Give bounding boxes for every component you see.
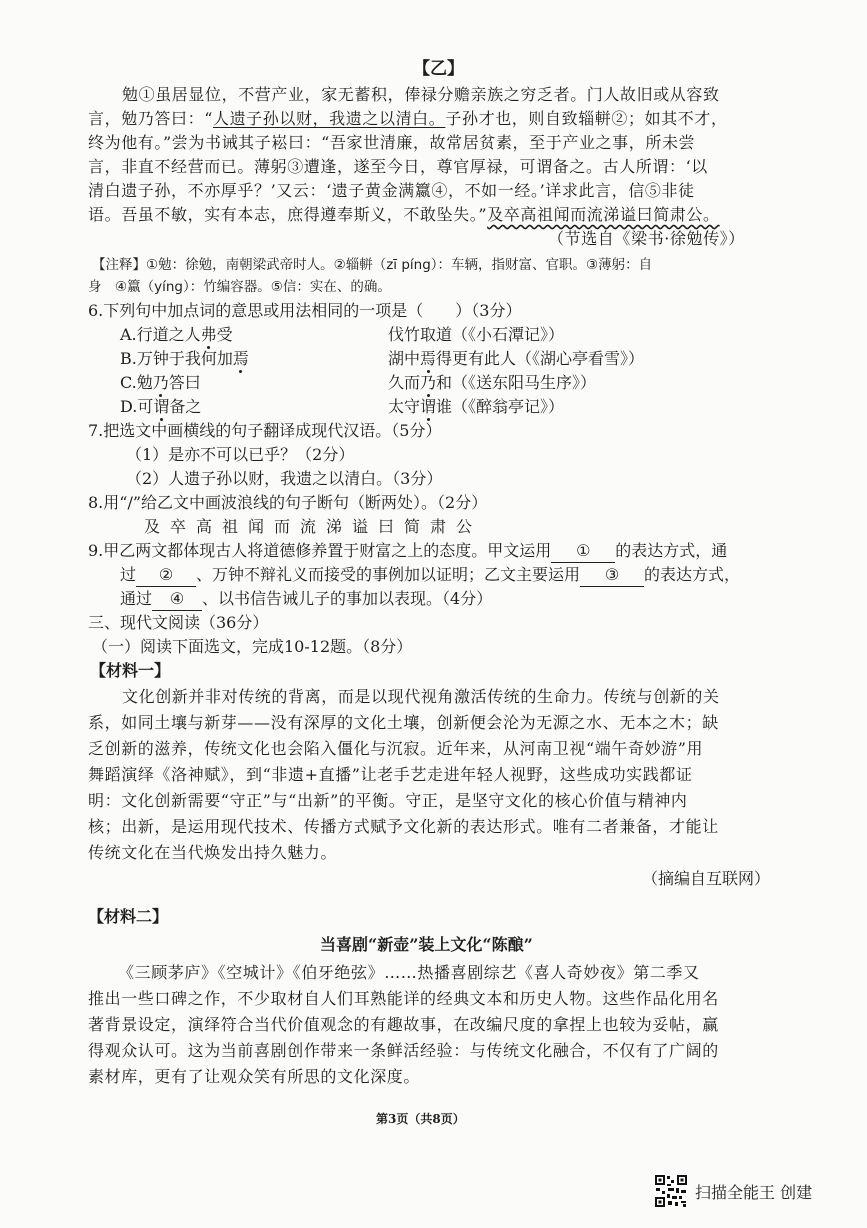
passage-line: 语。吾虽不敏，实有本志，庶得遵奉斯义，不敢坠失。”及卒高祖闻而流涕谥曰简肃公。 — [88, 205, 720, 224]
passage-line: 言，勉乃答曰：“人遗子孙以财，我遗之以清白。子孙才也，则自致辎軿②；如其不才， — [88, 109, 728, 128]
notes-line: 【注释】①勉：徐勉，南朝梁武帝时人。②辎軿（zī píng）：车辆，指财富、官职。③薄躬：自 — [92, 257, 653, 273]
material-1-line: 舞蹈演绎《洛神赋》，到“非遗+直播”让老手艺走进年轻人视野，这些成功实践都证 — [88, 765, 693, 784]
notes-line: 身 ④籝（yíng）：竹编容器。⑤信：实在、的确。 — [88, 279, 391, 295]
q6-option-c: C.勉乃答曰 — [120, 373, 201, 392]
answer-blank-2[interactable]: ② — [136, 564, 196, 587]
passage-heading: 【乙】 — [413, 59, 464, 79]
material-1-line: 系，如同土壤与新芽——没有深厚的文化土壤，创新便会沦为无源之水、无本之木；缺 — [88, 713, 719, 732]
q6-option-b: B.万钟于我何加焉 — [120, 349, 249, 368]
section-subheading: （一）阅读下面选文，完成10-12题。（8分） — [92, 637, 413, 656]
passage-line: 勉①虽居显位，不营产业，家无蓄积，俸禄分赡亲族之穷乏者。门人故旧或从容致 — [122, 85, 720, 104]
section-heading: 三、现代文阅读（36分） — [88, 613, 269, 632]
passage-source: （节选自《梁书·徐勉传》） — [548, 229, 745, 248]
q7-item: （2）人遗子孙以财，我遗之以清白。（3分） — [126, 469, 443, 488]
question-7-stem: 7.把选文中画横线的句子翻译成现代汉语。（5分） — [88, 421, 442, 440]
material-2-line: 得观众认可。这为当前喜剧创作带来一条鲜活经验：与传统文化融合，不仅有了广阔的 — [88, 1041, 719, 1060]
question-9-line: 通过 ④ 、以书信告诫儿子的事加以表现。（4分） — [120, 588, 492, 611]
question-8-stem: 8.用“/”给乙文中画波浪线的句子断句（断两处）。（2分） — [88, 493, 488, 512]
q8-sentence: 及卒高祖闻而流涕谥曰简肃公 — [144, 517, 483, 536]
passage-line: 清白遗子孙，不亦厚乎？’又云：‘遗子黄金满籝④，不如一经。’详求此言，信⑤非徒 — [88, 181, 695, 200]
material-1-line: 核；出新，是运用现代技术、传播方式赋予文化新的表达形式。唯有二者兼备，才能让 — [88, 817, 719, 836]
material-2-label: 【材料二】 — [88, 907, 169, 926]
question-6-stem: 6.下列句中加点词的意思或用法相同的一项是（ ）（3分） — [88, 301, 522, 320]
material-2-line: 著背景设定，演绎符合当代价值观念的有趣故事，在改编尺度的拿捏上也较为妥帖，赢 — [88, 1015, 719, 1034]
material-1-source: （摘编自互联网） — [642, 869, 771, 888]
material-1-line: 明：文化创新需要“守正”与“出新”的平衡。守正，是坚守文化的核心价值与精神内 — [88, 791, 688, 810]
q7-item: （1）是亦不可以已乎？（2分） — [126, 445, 355, 464]
q6-option-c-compare: 久而乃和（《送东阳马生序》） — [388, 373, 597, 392]
wavy-underlined-sentence: 及卒高祖闻而流涕谥曰简肃公。 — [487, 205, 720, 224]
qr-code-icon — [654, 1174, 688, 1208]
answer-blank-1[interactable]: ① — [551, 540, 615, 563]
passage-line: 言，非直不经营而已。薄躬③遭逢，遂至今日，尊官厚禄，可谓备之。古人所谓：‘以 — [88, 157, 708, 176]
material-2-title: 当喜剧“新壶”装上文化“陈酿” — [320, 935, 533, 954]
q6-option-d: D.可谓备之 — [120, 397, 202, 416]
material-2-line: 《三顾茅庐》《空城计》《伯牙绝弦》……热播喜剧综艺《喜人奇妙夜》第二季又 — [118, 963, 700, 982]
material-1-line: 乏创新的滋养，传统文化也会陷入僵化与沉寂。近年来，从河南卫视“端午奇妙游”用 — [88, 739, 704, 758]
material-2-line: 素材库，更有了让观众笑有所思的文化深度。 — [88, 1067, 421, 1086]
material-1-label: 【材料一】 — [90, 661, 171, 680]
q6-option-a-compare: 伐竹取道（《小石潭记》） — [388, 325, 565, 344]
scanner-watermark-text: 扫描全能王 创建 — [695, 1183, 813, 1202]
question-9-line: 9.甲乙两文都体现古人将道德修养置于财富之上的态度。甲文运用 ① 的表达方式，通 — [88, 540, 727, 563]
q6-option-a: A.行道之人弗受 — [120, 325, 233, 344]
q6-option-b-compare: 湖中焉得更有此人（《湖心亭看雪》） — [388, 349, 645, 368]
material-1-line: 传统文化在当代焕发出持久魅力。 — [88, 843, 338, 862]
question-9-line: 过 ② 、万钟不辩礼义而接受的事例加以证明；乙文主要运用 ③ 的表达方式， — [120, 564, 740, 587]
underlined-sentence: 人遗子孙以财，我遗之以清白。 — [212, 109, 446, 128]
material-2-line: 推出一些口碑之作，不少取材自人们耳熟能详的经典文本和历史人物。这些作品化用名 — [88, 989, 719, 1008]
answer-blank-4[interactable]: ④ — [152, 588, 202, 611]
passage-line: 终为他有。”尝为书诫其子崧曰：“吾家世清廉，故常居贫素，至于产业之事，所未尝 — [88, 133, 696, 152]
q6-option-d-compare: 太守谓谁（《醉翁亭记》） — [388, 397, 565, 416]
page-number: 第3页（共8页） — [376, 1112, 465, 1126]
answer-blank-3[interactable]: ③ — [580, 564, 644, 587]
material-1-line: 文化创新并非对传统的背离，而是以现代视角激活传统的生命力。传统与创新的关 — [122, 687, 720, 706]
